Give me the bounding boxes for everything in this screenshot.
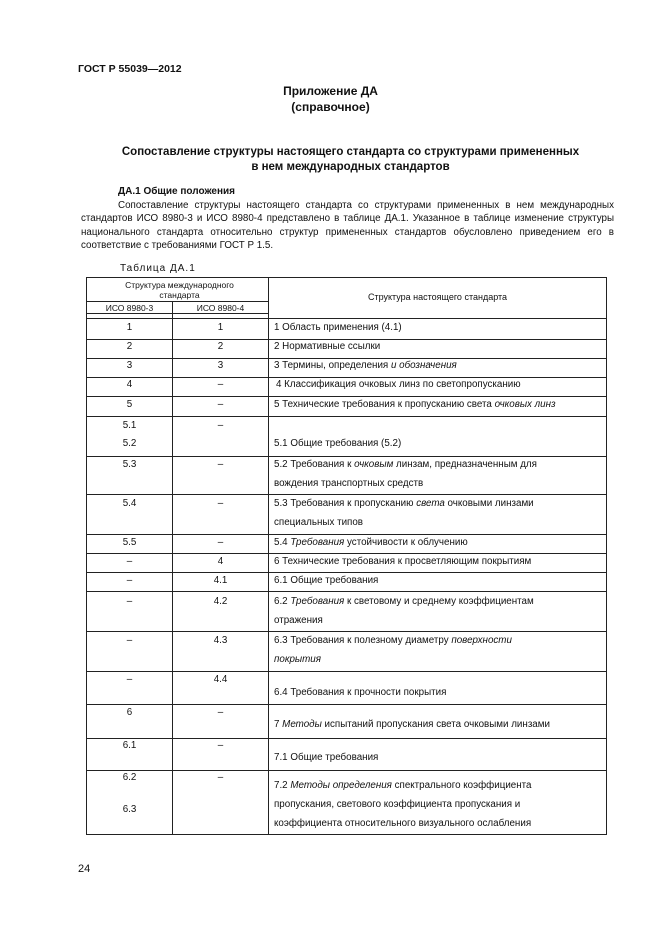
header-national: Структура настоящего стандарта	[367, 292, 508, 302]
main-heading-line-2: в нем международных стандартов	[251, 161, 450, 173]
cell-iso3: –	[126, 556, 133, 567]
cell-national: 6.4 Требования к прочности покрытия	[274, 687, 447, 698]
cell-national: 5 Технические требования к пропусканию света очковых линз	[274, 399, 556, 410]
cell-national-line-2: специальных типов	[274, 517, 363, 528]
cell-national: 7.2 Методы определения спектрального коэффициента	[274, 780, 532, 791]
page-number: 24	[78, 863, 91, 875]
cell-national-line-2: отражения	[274, 615, 323, 626]
cell-iso4: 4.2	[213, 596, 228, 607]
table-caption: Таблица ДА.1	[120, 263, 196, 274]
cell-iso3: 5.1	[122, 420, 137, 431]
cell-national: 6.3 Требования к полезному диаметру поверхности	[274, 635, 512, 646]
header-international-line-1: Структура международного	[125, 280, 234, 290]
cell-iso4: 1	[217, 322, 224, 333]
header-iso3: ИСО 8980-3	[105, 303, 154, 313]
cell-iso4: –	[217, 498, 224, 509]
cell-iso4: 4.3	[213, 635, 228, 646]
cell-national: 6 Технические требования к просветляющим покрытиям	[274, 556, 532, 567]
cell-iso3: 3	[126, 360, 133, 371]
cell-iso4: –	[217, 537, 224, 548]
cell-national: 7.1 Общие требования	[274, 752, 379, 763]
cell-national-line-3: коэффициента относительного визуального ослабления	[274, 818, 532, 829]
cell-national: 6.2 Требования к световому и среднему коэффициентам	[274, 596, 534, 607]
cell-iso4: –	[217, 379, 224, 390]
cell-iso3: 6.1	[122, 740, 137, 751]
cell-national: 1 Область применения (4.1)	[274, 322, 402, 333]
cell-iso3: 6.2	[122, 772, 137, 783]
cell-iso4: 4	[217, 556, 224, 567]
cell-national: 7 Методы испытаний пропускания света очковыми линзами	[274, 719, 550, 730]
cell-iso3: 5.3	[122, 459, 137, 470]
cell-iso4: 2	[217, 341, 224, 352]
cell-national-line-2: вождения транспортных средств	[274, 478, 424, 489]
main-heading-line-1: Сопоставление структуры настоящего стандарта со структурами примененных	[121, 146, 580, 158]
cell-iso4: –	[217, 740, 224, 751]
cell-national: 5.3 Требования к пропусканию света очковыми линзами	[274, 498, 534, 509]
cell-national-line-2: пропускания, светового коэффициента пропускания и	[274, 799, 521, 810]
cell-iso4: –	[217, 772, 224, 783]
cell-iso3: 5	[126, 399, 133, 410]
header-iso4: ИСО 8980-4	[196, 303, 245, 313]
header-international	[87, 280, 272, 300]
cell-iso4: –	[217, 399, 224, 410]
document-code: ГОСТ Р 55039—2012	[78, 63, 182, 75]
cell-iso4: –	[217, 420, 224, 431]
header-international-line-2: стандарта	[159, 290, 200, 300]
cell-iso3-second: 6.3	[122, 804, 137, 815]
cell-iso3: 4	[126, 379, 133, 390]
cell-iso4: 4.1	[213, 575, 228, 586]
cell-iso3: 5.4	[122, 498, 137, 509]
cell-iso4: 4.4	[213, 674, 228, 685]
cell-iso3: 1	[126, 322, 133, 333]
annex-title: Приложение ДА	[283, 84, 378, 98]
cell-iso3: 5.5	[122, 537, 137, 548]
cell-national: 3 Термины, определения и обозначения	[274, 360, 457, 371]
cell-iso3: –	[126, 596, 133, 607]
cell-iso3: 6	[126, 707, 133, 718]
cell-national: 4 Классификация очковых линз по светопропусканию	[276, 379, 521, 390]
cell-iso3: 2	[126, 341, 133, 352]
cell-national: 2 Нормативные ссылки	[274, 341, 381, 352]
cell-iso4: –	[217, 459, 224, 470]
section-title: ДА.1 Общие положения	[118, 186, 235, 197]
cell-national: 6.1 Общие требования	[274, 575, 379, 586]
cell-iso4: 3	[217, 360, 224, 371]
intro-paragraph: Сопоставление структуры настоящего стандарта со структурами примененных в нем международных стандартов ИСО 8980-3 и ИСО 8980-4 представлено в таблице ДА.1. Указанное в таблице изменение структуры национального стандарта относительно структур примененных стандартов обусловлено приведением его в соответствие с требованиями ГОСТ Р 1.5.	[81, 200, 614, 252]
cell-national: 5.2 Требования к очковым линзам, предназначенным для	[274, 459, 537, 470]
cell-national: 5.4 Требования устойчивости к облучению	[274, 537, 468, 548]
annex-subtitle: (справочное)	[291, 100, 370, 114]
cell-iso3: –	[126, 635, 133, 646]
cell-national-line-2: покрытия	[274, 654, 321, 665]
cell-iso3-second: 5.2	[122, 438, 137, 449]
cell-iso4: –	[217, 707, 224, 718]
cell-iso3: –	[126, 674, 133, 685]
cell-iso3: –	[126, 575, 133, 586]
cell-national: 5.1 Общие требования (5.2)	[274, 438, 402, 449]
